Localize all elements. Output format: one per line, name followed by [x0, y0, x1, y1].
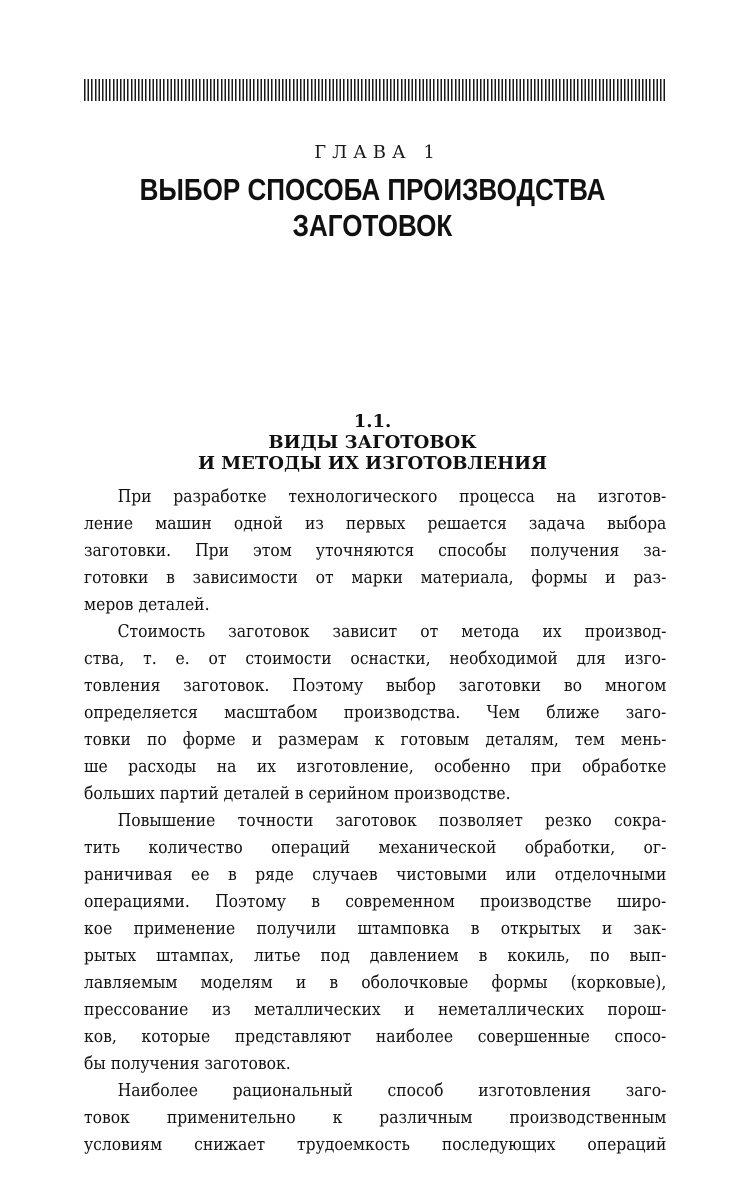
paragraph-3-line: Повышение точности заготовок позволяет резко сокра- — [117, 811, 667, 831]
paragraph-2-line: Стоимость заготовок зависит от метода их производ- — [117, 622, 667, 642]
paragraph-2-line: ше расходы на их изготовление, особенно при обработке — [84, 757, 667, 777]
paragraph-1-line: готовки в зависимости от марки материала, формы и раз- — [84, 568, 667, 588]
decorative-header-rule — [84, 79, 666, 101]
body-text — [84, 484, 666, 1159]
section-title-line: И МЕТОДЫ ИХ ИЗГОТОВЛЕНИЯ — [197, 453, 548, 474]
paragraph-3-line: операциями. Поэтому в современном производстве широ- — [84, 892, 667, 912]
paragraph-1-line: заготовки. При этом уточняются способы получения за- — [84, 541, 667, 561]
paragraph-2-line: товки по форме и размерам к готовым деталям, тем мень- — [84, 730, 667, 750]
chapter-title-line: ВЫБОР СПОСОБА ПРОИЗВОДСТВА — [139, 172, 606, 207]
paragraph-1-line: При разработке технологического процесса на изготов- — [117, 487, 667, 507]
paragraph-3-line: раничивая ее в ряде случаев чистовыми или отделочными — [84, 865, 667, 885]
paragraph-2-line: ства, т. е. от стоимости оснастки, необходимой для изго- — [84, 649, 667, 669]
paragraph-4-line: Наиболее рациональный способ изготовления заго- — [117, 1081, 667, 1101]
chapter-label: ГЛАВА 1 — [314, 142, 441, 163]
paragraph-1-line: ление машин одной из первых решается задача выбора — [84, 514, 667, 534]
paragraph-3-line: ков, которые представляют наиболее совершенные спосо- — [84, 1027, 667, 1047]
paragraph-1-line: меров деталей. — [84, 595, 210, 615]
paragraph-2-line: определяется масштабом производства. Чем ближе заго- — [84, 703, 667, 723]
paragraph-3-line: рытых штампах, литье под давлением в кокиль, по вып- — [84, 946, 667, 966]
paragraph-2-line: больших партий деталей в серийном производстве. — [84, 784, 511, 804]
paragraph-3-line: бы получения заготовок. — [84, 1054, 291, 1074]
paragraph-3-line: кое применение получили штамповка в открытых и зак- — [84, 919, 667, 939]
chapter-title-line: ЗАГОТОВОК — [292, 208, 453, 243]
section-heading — [0, 411, 745, 474]
paragraph-3-line: тить количество операций механической обработки, ог- — [84, 838, 667, 858]
chapter-title — [60, 172, 686, 244]
paragraph-2-line: товления заготовок. Поэтому выбор заготовки во многом — [84, 676, 667, 696]
section-title-line: ВИДЫ ЗАГОТОВОК — [268, 432, 477, 453]
paragraph-3-line: прессование из металлических и неметаллических порош- — [84, 1000, 667, 1020]
paragraph-4-line: условиям снижает трудоемкость последующих операций — [84, 1135, 667, 1155]
paragraph-3-line: лавляемым моделям и в оболочковые формы (корковые), — [84, 973, 667, 993]
paragraph-4-line: товок применительно к различным производственным — [84, 1108, 667, 1128]
section-number: 1.1. — [353, 411, 392, 432]
